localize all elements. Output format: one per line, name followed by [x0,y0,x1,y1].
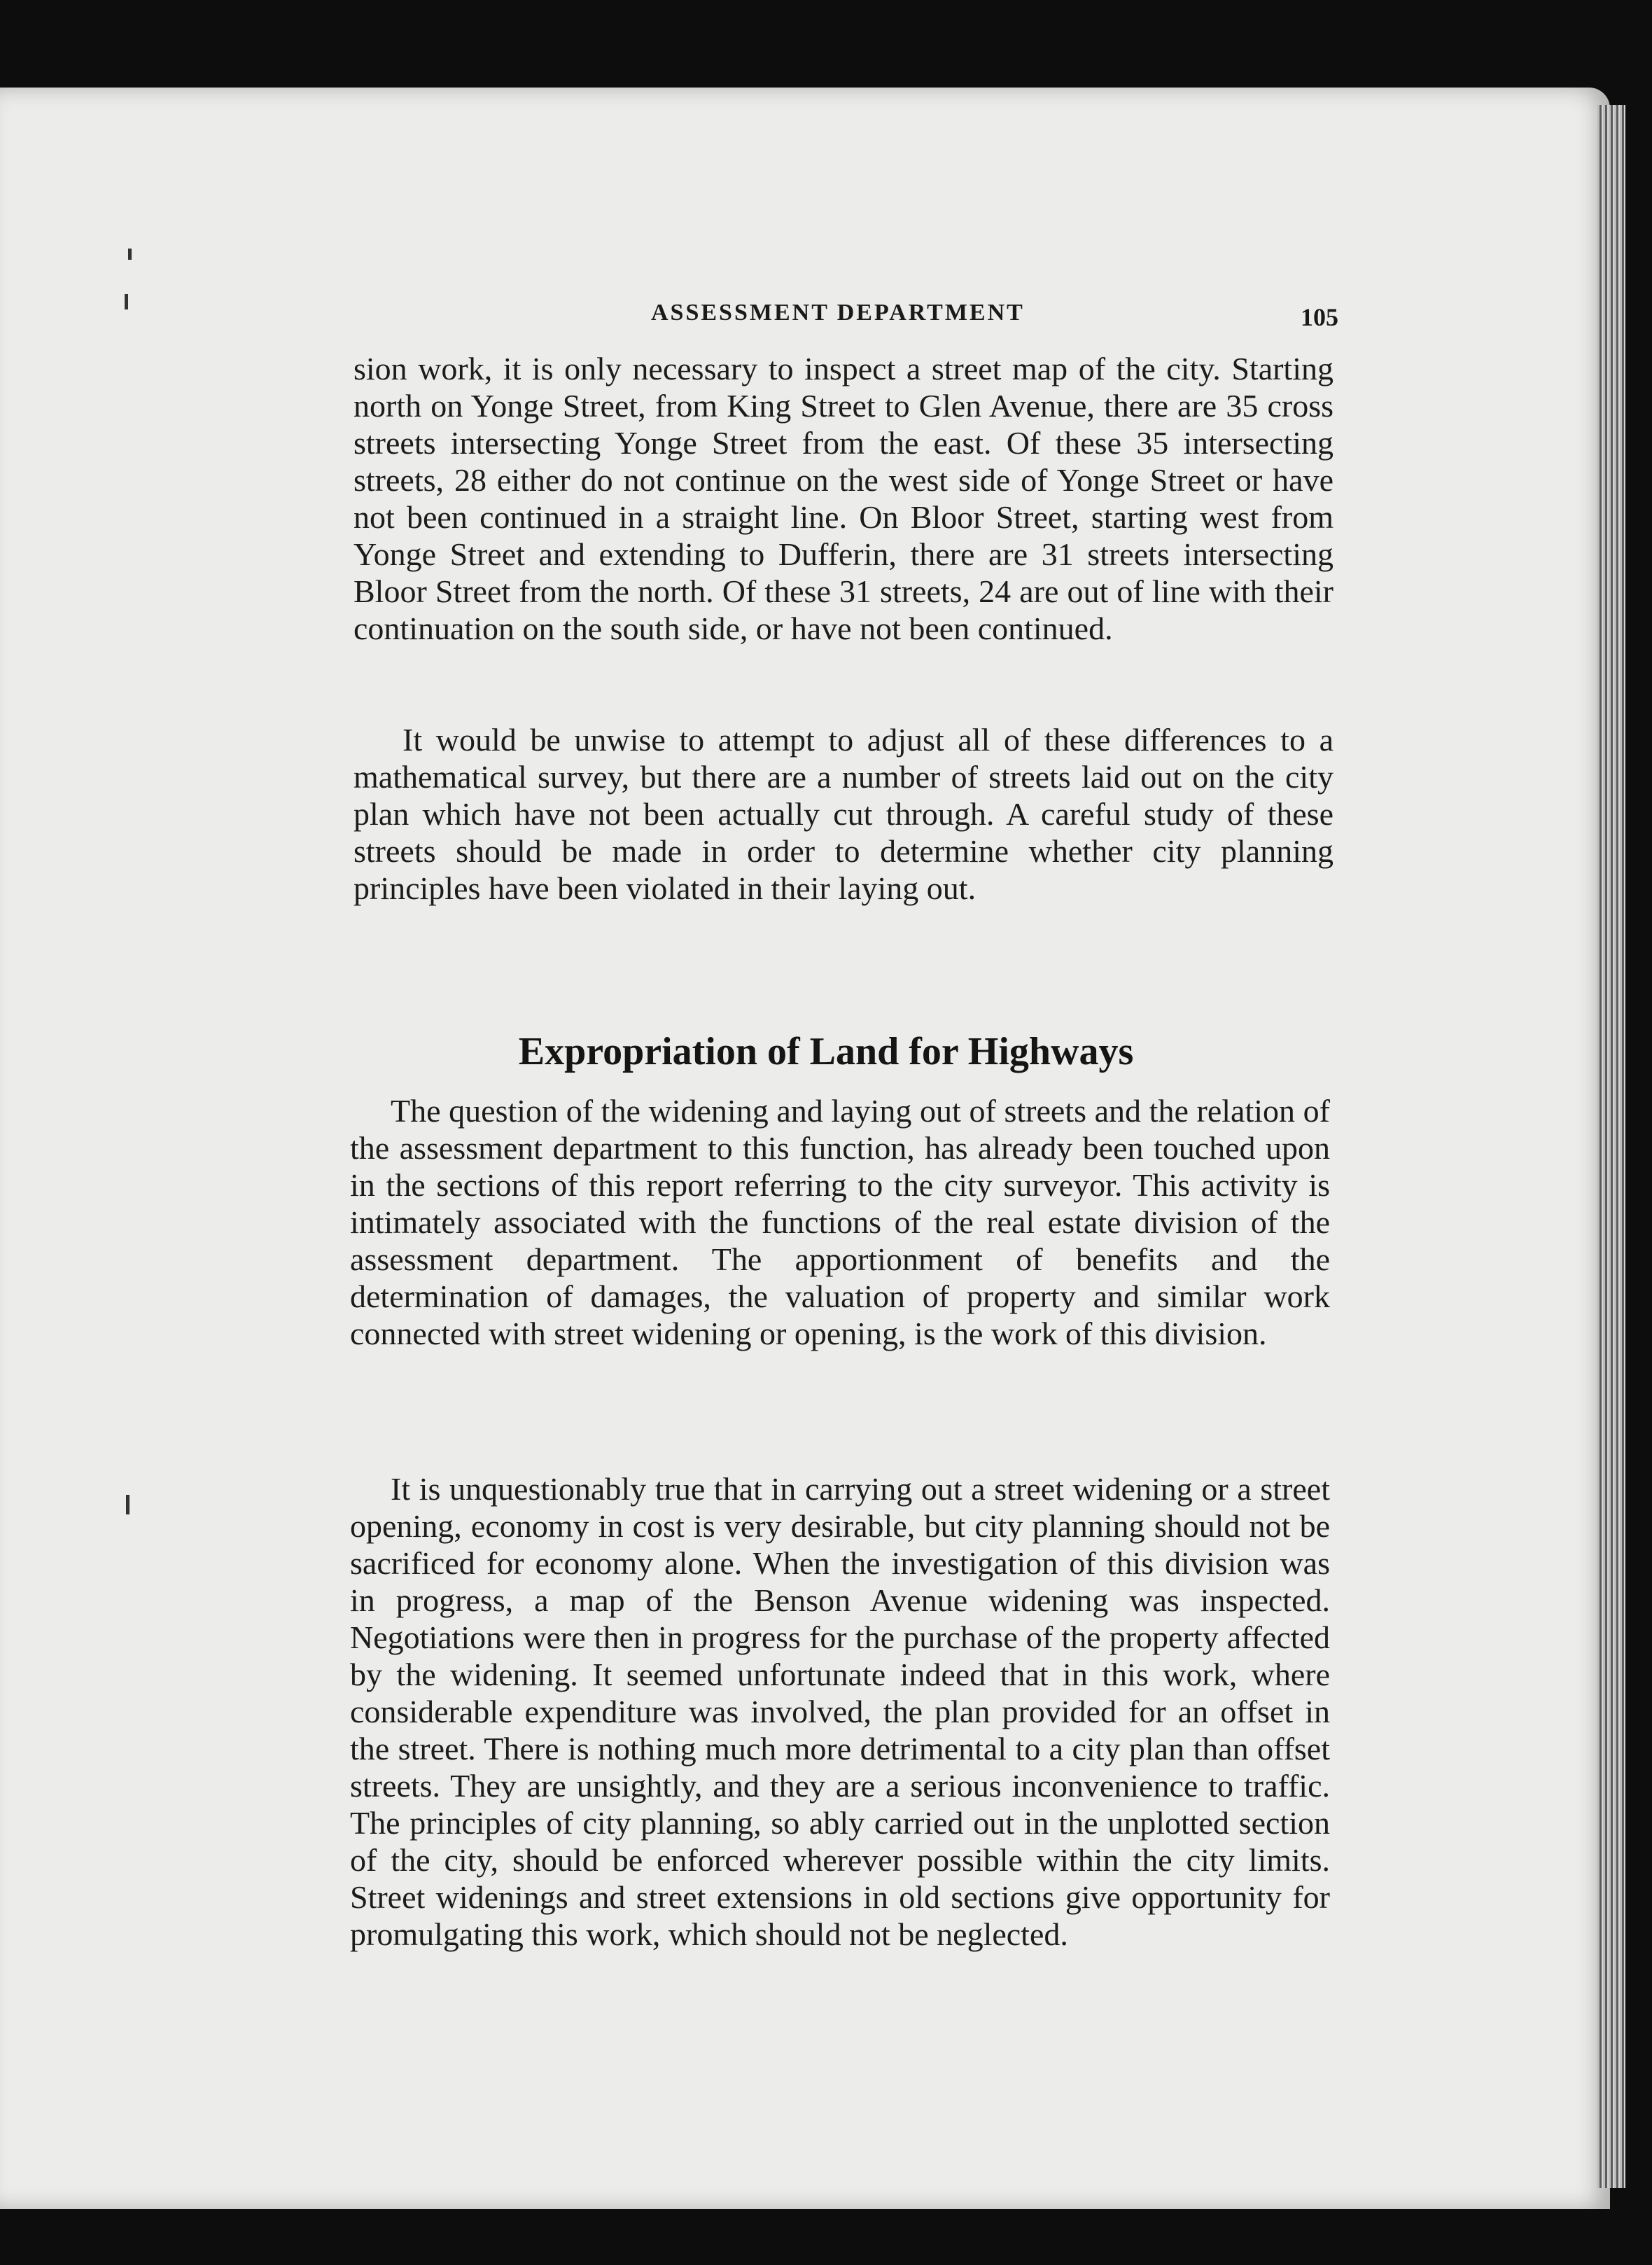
running-header: ASSESSMENT DEPARTMENT [651,300,1025,326]
spine-mark [126,1495,130,1514]
paragraph-widening-relation: The question of the widening and laying out of streets and the relation of the assessment department to this function, has already been touched upon in the sections of this report referring to the city surveyor. This activity is intimately associated with the functions of the real estate division of the assessment department. The apportionment of benefits and the determination of damages, the valuation of property and similar work connected with street widening or opening, is the work of this division. [350,1093,1330,1351]
paragraph-mathematical-survey: It would be unwise to attempt to adjust all of these differences to a mathematical survey, but there are a number of streets laid out on the city plan which have not been actually cut through. A careful study of these streets should be made in order to determine whether city planning principles have been violated in their laying out. [354,722,1334,906]
page-number: 105 [1301,303,1338,331]
paragraph-economy-city-planning: It is unquestionably true that in carrying out a street widening or a street opening, economy in cost is very desirable, but city planning should not be sacrificed for economy alone. When the investigation of this division was in progress, a map of the Benson Avenue widening was inspected. Negotiations were then in progress for the purchase of the property affected by the widening. It seemed unfortunate indeed that in this work, where considerable expenditure was involved, the plan provided for an offset in the street. There is nothing much more detrimental to a city plan than offset streets. They are unsightly, and they are a serious inconvenience to traffic. The principles of city planning, so ably carried out in the unplotted section of the city, should be enforced wherever possible within the city limits. Street widenings and street extensions in old sections give opportunity for promulgating this work, which should not be neglected. [350,1471,1330,1952]
spine-mark [128,249,132,260]
page-stack-edge [1597,105,1625,2188]
spine-mark [125,294,128,309]
section-heading: Expropriation of Land for Highways [518,1030,1134,1073]
paragraph-street-intersections: sion work, it is only necessary to inspect a street map of the city. Starting north on Yonge Street, from King Street to Glen Avenue, there are 35 cross streets intersecting Yonge Street from the east. Of these 35 intersecting streets, 28 either do not continue on the west side of Yonge Street or have not been continued in a straight line. On Bloor Street, starting west from Yonge Street and extending to Dufferin, there are 31 streets intersecting Bloor Street from the north. Of these 31 streets, 24 are out of line with their continuation on the south side, or have not been continued. [354,351,1334,646]
